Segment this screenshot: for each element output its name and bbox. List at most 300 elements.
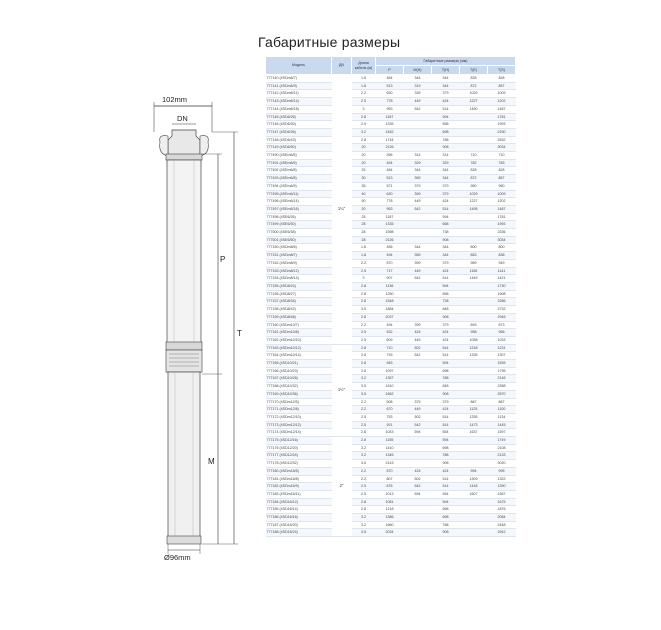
cell-model: 777142 (4SDm6/11) xyxy=(266,90,332,98)
cell-model: 777141 (4SDm6/9) xyxy=(266,82,332,90)
dn-dimension xyxy=(172,114,196,124)
pump-drawing xyxy=(150,92,260,562)
cell-p: 532 xyxy=(376,329,404,337)
cell-m xyxy=(404,121,432,129)
cell-p: 570 xyxy=(376,259,404,267)
cell-p: 953 xyxy=(376,205,404,213)
cell-m: 399 xyxy=(404,259,432,267)
cell-model: 777159 (4SD8/48) xyxy=(266,313,332,321)
cell-length: 3.5 xyxy=(352,383,376,391)
cell-model: 777492 (4SEm6/8) xyxy=(266,167,332,175)
cell-t: 379 xyxy=(432,259,460,267)
cell-m xyxy=(404,221,432,229)
cell-length: 20 xyxy=(352,144,376,152)
cell-t2 xyxy=(460,290,488,298)
cell-m xyxy=(404,452,432,460)
table-row xyxy=(266,506,516,514)
cell-t2: 893 xyxy=(460,321,488,329)
cell-t2: 1029 xyxy=(460,190,488,198)
cell-t2: 969 xyxy=(460,259,488,267)
cell-m xyxy=(404,128,432,136)
cell-t: 594 xyxy=(432,498,460,506)
header-col-t2: T(E) xyxy=(460,66,488,75)
cell-p: 484 xyxy=(376,75,404,83)
header-dn: ДN xyxy=(332,57,352,75)
cell-length: 3.5 xyxy=(352,390,376,398)
cell-t2: 828 xyxy=(460,75,488,83)
cell-m: 449 xyxy=(404,336,432,344)
cell-t: 848 xyxy=(432,306,460,314)
cell-length: 2.8 xyxy=(352,113,376,121)
table-row xyxy=(266,244,516,252)
cell-m: 449 xyxy=(404,198,432,206)
cell-m: 319 xyxy=(404,82,432,90)
table-row xyxy=(266,136,516,144)
cell-model: 777498 (4SE6/26) xyxy=(266,213,332,221)
cell-model: 777168 (4SD10/32) xyxy=(266,383,332,391)
cell-p: 456 xyxy=(376,244,404,252)
cell-p: 2034 xyxy=(376,529,404,537)
cell-length: 2.5 xyxy=(352,267,376,275)
cell-p: 1335 xyxy=(376,221,404,229)
cell-m: 424 xyxy=(404,467,432,475)
cell-m: 594 xyxy=(404,429,432,437)
cell-t: 514 xyxy=(432,475,460,483)
cell-t2 xyxy=(460,383,488,391)
cell-t: 848 xyxy=(432,383,460,391)
cell-m xyxy=(404,498,432,506)
cell-length: 3.2 xyxy=(352,375,376,383)
pump-body xyxy=(166,160,202,372)
cell-m xyxy=(404,113,432,121)
cell-m xyxy=(404,298,432,306)
cell-length: 2.5 xyxy=(352,421,376,429)
cell-p: 1744 xyxy=(376,136,404,144)
table-row xyxy=(266,282,516,290)
cell-t: 314 xyxy=(432,152,460,160)
cell-t2 xyxy=(460,213,488,221)
table-row xyxy=(266,444,516,452)
header-length: Длина кабеля (м) xyxy=(352,57,376,75)
cell-t: 514 xyxy=(432,344,460,352)
table-row xyxy=(266,521,516,529)
cell-t: 908 xyxy=(432,390,460,398)
table-body xyxy=(266,75,516,537)
cell-t3: 949 xyxy=(488,259,516,267)
cell-t2: 1335 xyxy=(460,352,488,360)
p-dimension xyxy=(202,154,225,374)
cell-model: 777170 (4SDm12/5) xyxy=(266,398,332,406)
cell-m xyxy=(404,506,432,514)
cell-t: 379 xyxy=(432,321,460,329)
cell-length: 30 xyxy=(352,175,376,183)
cell-length: 2.2 xyxy=(352,406,376,414)
cell-model: 777501 (4SE6/50) xyxy=(266,236,332,244)
table-row xyxy=(266,437,516,445)
cell-t: 908 xyxy=(432,460,460,468)
table-row xyxy=(266,205,516,213)
header-col-t3: T(S) xyxy=(488,66,516,75)
cell-t: 908 xyxy=(432,144,460,152)
cell-p: 630 xyxy=(376,190,404,198)
cell-p: 1013 xyxy=(376,490,404,498)
cell-m: 502 xyxy=(404,475,432,483)
cell-length: 2.8 xyxy=(352,352,376,360)
cell-m: 359 xyxy=(404,252,432,260)
cell-p: 1335 xyxy=(376,121,404,129)
cell-t2: 994 xyxy=(460,467,488,475)
cell-t3: 2532 xyxy=(488,136,516,144)
cell-t2: 1309 xyxy=(460,475,488,483)
cell-t: 329 xyxy=(432,159,460,167)
cell-t3: 1993 xyxy=(488,121,516,129)
table-row xyxy=(266,105,516,113)
cell-t2 xyxy=(460,460,488,468)
cell-t: 344 xyxy=(432,75,460,83)
cell-m: 542 xyxy=(404,275,432,283)
cell-model: 777184 (4SD16/12) xyxy=(266,498,332,506)
cell-t: 788 xyxy=(432,521,460,529)
cell-model: 777491 (4SEm6/6) xyxy=(266,159,332,167)
cell-t: 514 xyxy=(432,105,460,113)
cell-length: 3.2 xyxy=(352,444,376,452)
cell-model: 777165 (4SD10/21) xyxy=(266,360,332,368)
cell-t2 xyxy=(460,444,488,452)
cell-m xyxy=(404,313,432,321)
cell-model: 777155 (4SD8/24) xyxy=(266,282,332,290)
table-row xyxy=(266,383,516,391)
cell-model: 777162 (4SDm10/10) xyxy=(266,336,332,344)
cell-t2 xyxy=(460,390,488,398)
pump-head xyxy=(160,130,209,160)
table-row xyxy=(266,352,516,360)
cell-t2: 1029 xyxy=(460,90,488,98)
cell-t3: 1231 xyxy=(488,344,516,352)
cell-model: 777152 (4SDm8/9) xyxy=(266,259,332,267)
cell-m: 359 xyxy=(404,175,432,183)
cell-t: 594 xyxy=(432,360,460,368)
cell-t: 379 xyxy=(432,190,460,198)
cell-t2 xyxy=(460,113,488,121)
table-row xyxy=(266,236,516,244)
cell-t2 xyxy=(460,375,488,383)
cell-p: 494 xyxy=(376,321,404,329)
cell-t3: 2732 xyxy=(488,306,516,314)
table-row xyxy=(266,360,516,368)
cell-t2 xyxy=(460,437,488,445)
cell-t2: 1227 xyxy=(460,198,488,206)
cell-t3: 1597 xyxy=(488,429,516,437)
cell-p: 1136 xyxy=(376,282,404,290)
table-row xyxy=(266,344,516,352)
cell-model: 777500 (4SE6/38) xyxy=(266,229,332,237)
cell-p: 2126 xyxy=(376,236,404,244)
cell-t: 698 xyxy=(432,128,460,136)
cell-t: 424 xyxy=(432,267,460,275)
cell-t2 xyxy=(460,282,488,290)
cell-t: 658 xyxy=(432,290,460,298)
cell-t3: 2084 xyxy=(488,514,516,522)
cell-m: 339 xyxy=(404,90,432,98)
cell-p: 570 xyxy=(376,467,404,475)
cell-m xyxy=(404,437,432,445)
cell-length: 2.9 xyxy=(352,121,376,129)
cell-t2 xyxy=(460,452,488,460)
table-row xyxy=(266,175,516,183)
cell-p: 609 xyxy=(376,336,404,344)
cell-model: 777177 (4SD12/24) xyxy=(266,452,332,460)
cell-length: 1.6 xyxy=(352,75,376,83)
cell-length: 2.5 xyxy=(352,98,376,106)
cell-t3: 1467 xyxy=(488,205,516,213)
cell-p: 1097 xyxy=(376,367,404,375)
cell-model: 777171 (4SDm12/8) xyxy=(266,406,332,414)
cell-model: 777166 (4SD10/23) xyxy=(266,367,332,375)
t-label: T xyxy=(237,329,242,338)
cell-length: 2.2 xyxy=(352,259,376,267)
cell-t2: 1418 xyxy=(460,483,488,491)
cell-t2: 853 xyxy=(460,252,488,260)
cell-length: 2.8 xyxy=(352,282,376,290)
cell-length: 3.2 xyxy=(352,521,376,529)
cell-m: 344 xyxy=(404,244,432,252)
cell-length: 1.6 xyxy=(352,244,376,252)
table-row xyxy=(266,113,516,121)
dimensions-table xyxy=(265,56,516,537)
table-row xyxy=(266,144,516,152)
table-row xyxy=(266,421,516,429)
cell-dn: 1¼" xyxy=(332,75,352,345)
page-title: Габаритные размеры xyxy=(258,34,401,50)
cell-t: 658 xyxy=(432,221,460,229)
cell-model: 777176 (4SD12/20) xyxy=(266,444,332,452)
cell-t3: 2358 xyxy=(488,383,516,391)
cell-t2 xyxy=(460,529,488,537)
cell-p: 1548 xyxy=(376,298,404,306)
cell-p: 1452 xyxy=(376,128,404,136)
cell-p: 484 xyxy=(376,167,404,175)
cell-t3: 2133 xyxy=(488,452,516,460)
cell-t: 379 xyxy=(432,398,460,406)
cell-model: 777146 (4SD6/30) xyxy=(266,121,332,129)
cell-t2 xyxy=(460,229,488,237)
cell-length: 2.8 xyxy=(352,367,376,375)
cell-t: 738 xyxy=(432,229,460,237)
cell-model: 777494 (4SEm6/9) xyxy=(266,182,332,190)
table-row xyxy=(266,167,516,175)
cell-m xyxy=(404,306,432,314)
cell-length: 2.8 xyxy=(352,498,376,506)
cell-t2 xyxy=(460,360,488,368)
cell-t: 424 xyxy=(432,98,460,106)
cell-model: 777153 (4SDm8/12) xyxy=(266,267,332,275)
cell-m xyxy=(404,383,432,391)
cell-p: 907 xyxy=(376,275,404,283)
cell-t2 xyxy=(460,306,488,314)
cell-p: 1660 xyxy=(376,521,404,529)
cell-t3: 950 xyxy=(488,182,516,190)
cell-m xyxy=(404,290,432,298)
cell-t2: 872 xyxy=(460,175,488,183)
cell-t3: 2336 xyxy=(488,229,516,237)
cell-m xyxy=(404,229,432,237)
cell-t3: 1781 xyxy=(488,213,516,221)
cell-m: 449 xyxy=(404,406,432,414)
cell-p: 1598 xyxy=(376,229,404,237)
cell-t3: 3020 xyxy=(488,460,516,468)
header-col-m: M(H) xyxy=(404,66,432,75)
cell-model: 777174 (4SDm12/14) xyxy=(266,429,332,437)
cell-t3: 1100 xyxy=(488,406,516,414)
cell-t: 344 xyxy=(432,167,460,175)
cell-t2 xyxy=(460,121,488,129)
cell-p: 807 xyxy=(376,475,404,483)
cell-t: 424 xyxy=(432,467,460,475)
cell-model: 777147 (4SD6/36) xyxy=(266,128,332,136)
cell-length: 28 xyxy=(352,229,376,237)
cell-p: 717 xyxy=(376,267,404,275)
cell-length: 2.8 xyxy=(352,290,376,298)
cell-t3: 1467 xyxy=(488,105,516,113)
cell-length: 2.5 xyxy=(352,336,376,344)
cell-t2: 1255 xyxy=(460,413,488,421)
cell-t: 594 xyxy=(432,282,460,290)
cell-model: 777496 (4SEm6/14) xyxy=(266,198,332,206)
cell-t: 424 xyxy=(432,329,460,337)
cell-t2: 1495 xyxy=(460,205,488,213)
cell-t: 788 xyxy=(432,452,460,460)
cell-length: 40 xyxy=(352,190,376,198)
cell-p: 753 xyxy=(376,413,404,421)
cell-t: 344 xyxy=(432,244,460,252)
table-row xyxy=(266,467,516,475)
cell-t3: 1749 xyxy=(488,437,516,445)
cell-t3: 887 xyxy=(488,398,516,406)
cell-m: 594 xyxy=(404,490,432,498)
cell-length: 2.8 xyxy=(352,506,376,514)
table-row xyxy=(266,514,516,522)
table-row xyxy=(266,313,516,321)
cell-t3: 1730 xyxy=(488,282,516,290)
cell-t2 xyxy=(460,136,488,144)
cell-t2: 958 xyxy=(460,329,488,337)
cell-p: 1043 xyxy=(376,429,404,437)
cell-t2 xyxy=(460,236,488,244)
cell-model: 777158 (4SD8/42) xyxy=(266,306,332,314)
cell-t: 908 xyxy=(432,529,460,537)
cell-t3: 1445 xyxy=(488,421,516,429)
cell-t: 514 xyxy=(432,483,460,491)
dn-label: DN xyxy=(177,114,188,123)
cell-length: 3 xyxy=(352,275,376,283)
cell-t3: 1675 xyxy=(488,498,516,506)
cell-t2: 828 xyxy=(460,167,488,175)
cell-t: 908 xyxy=(432,236,460,244)
t-dimension xyxy=(202,132,242,544)
cell-t3: 1134 xyxy=(488,413,516,421)
cell-p: 1218 xyxy=(376,506,404,514)
table-row xyxy=(266,498,516,506)
cell-dn: 1½" xyxy=(332,344,352,436)
cell-length: 2.8 xyxy=(352,360,376,368)
cell-length: 50 xyxy=(352,198,376,206)
cell-length: 2.5 xyxy=(352,329,376,337)
cell-m xyxy=(404,514,432,522)
header-model: Модель xyxy=(266,57,332,75)
cell-t: 594 xyxy=(432,437,460,445)
cell-p: 630 xyxy=(376,90,404,98)
cell-length: 28 xyxy=(352,221,376,229)
cell-t: 379 xyxy=(432,90,460,98)
cell-t3: 2146 xyxy=(488,375,516,383)
table-row xyxy=(266,182,516,190)
table-row xyxy=(266,452,516,460)
cell-p: 1386 xyxy=(376,514,404,522)
cell-t2 xyxy=(460,521,488,529)
cell-t3: 1390 xyxy=(488,483,516,491)
cell-model: 777183 (4SDm16/11) xyxy=(266,490,332,498)
table-row xyxy=(266,152,516,160)
cell-m: 379 xyxy=(404,398,432,406)
cell-t3: 1322 xyxy=(488,475,516,483)
cell-model: 777149 (4SD6/50) xyxy=(266,144,332,152)
cell-t2 xyxy=(460,514,488,522)
cell-model: 777156 (4SD8/27) xyxy=(266,290,332,298)
cell-t3: 956 xyxy=(488,329,516,337)
cell-model: 777160 (4SDm10/7) xyxy=(266,321,332,329)
cell-t2: 710 xyxy=(460,152,488,160)
cell-p: 1081 xyxy=(376,498,404,506)
cell-t: 514 xyxy=(432,421,460,429)
cell-t: 514 xyxy=(432,413,460,421)
header-col-p: P xyxy=(376,66,404,75)
cell-model: 777490 (4SEm6/5) xyxy=(266,152,332,160)
cell-m: 449 xyxy=(404,267,432,275)
cell-model: 777497 (4SEm6/18) xyxy=(266,205,332,213)
cell-model: 777148 (4SD6/43) xyxy=(266,136,332,144)
cell-model: 777499 (4SE6/30) xyxy=(266,221,332,229)
cell-length: 1.8 xyxy=(352,82,376,90)
cell-length: 2.2 xyxy=(352,467,376,475)
cell-t2 xyxy=(460,498,488,506)
cell-t: 658 xyxy=(432,121,460,129)
cell-length: 25 xyxy=(352,167,376,175)
table-row xyxy=(266,229,516,237)
cell-p: 1357 xyxy=(376,375,404,383)
cell-length: 2.8 xyxy=(352,313,376,321)
cell-t3: 2570 xyxy=(488,390,516,398)
p-label: P xyxy=(220,255,226,264)
cell-t: 344 xyxy=(432,175,460,183)
cell-m xyxy=(404,213,432,221)
table-row xyxy=(266,490,516,498)
table-row xyxy=(266,367,516,375)
cell-p: 670 xyxy=(376,406,404,414)
table-row xyxy=(266,159,516,167)
table-row xyxy=(266,252,516,260)
cell-m: 379 xyxy=(404,182,432,190)
cell-t3: 873 xyxy=(488,321,516,329)
cell-t3: 783 xyxy=(488,159,516,167)
cell-length: 3.2 xyxy=(352,128,376,136)
cell-m xyxy=(404,136,432,144)
cell-model: 777157 (4SD8/34) xyxy=(266,298,332,306)
cell-m xyxy=(404,460,432,468)
cell-p: 2143 xyxy=(376,460,404,468)
cell-t: 788 xyxy=(432,136,460,144)
cell-t3: 828 xyxy=(488,75,516,83)
table-row xyxy=(266,98,516,106)
